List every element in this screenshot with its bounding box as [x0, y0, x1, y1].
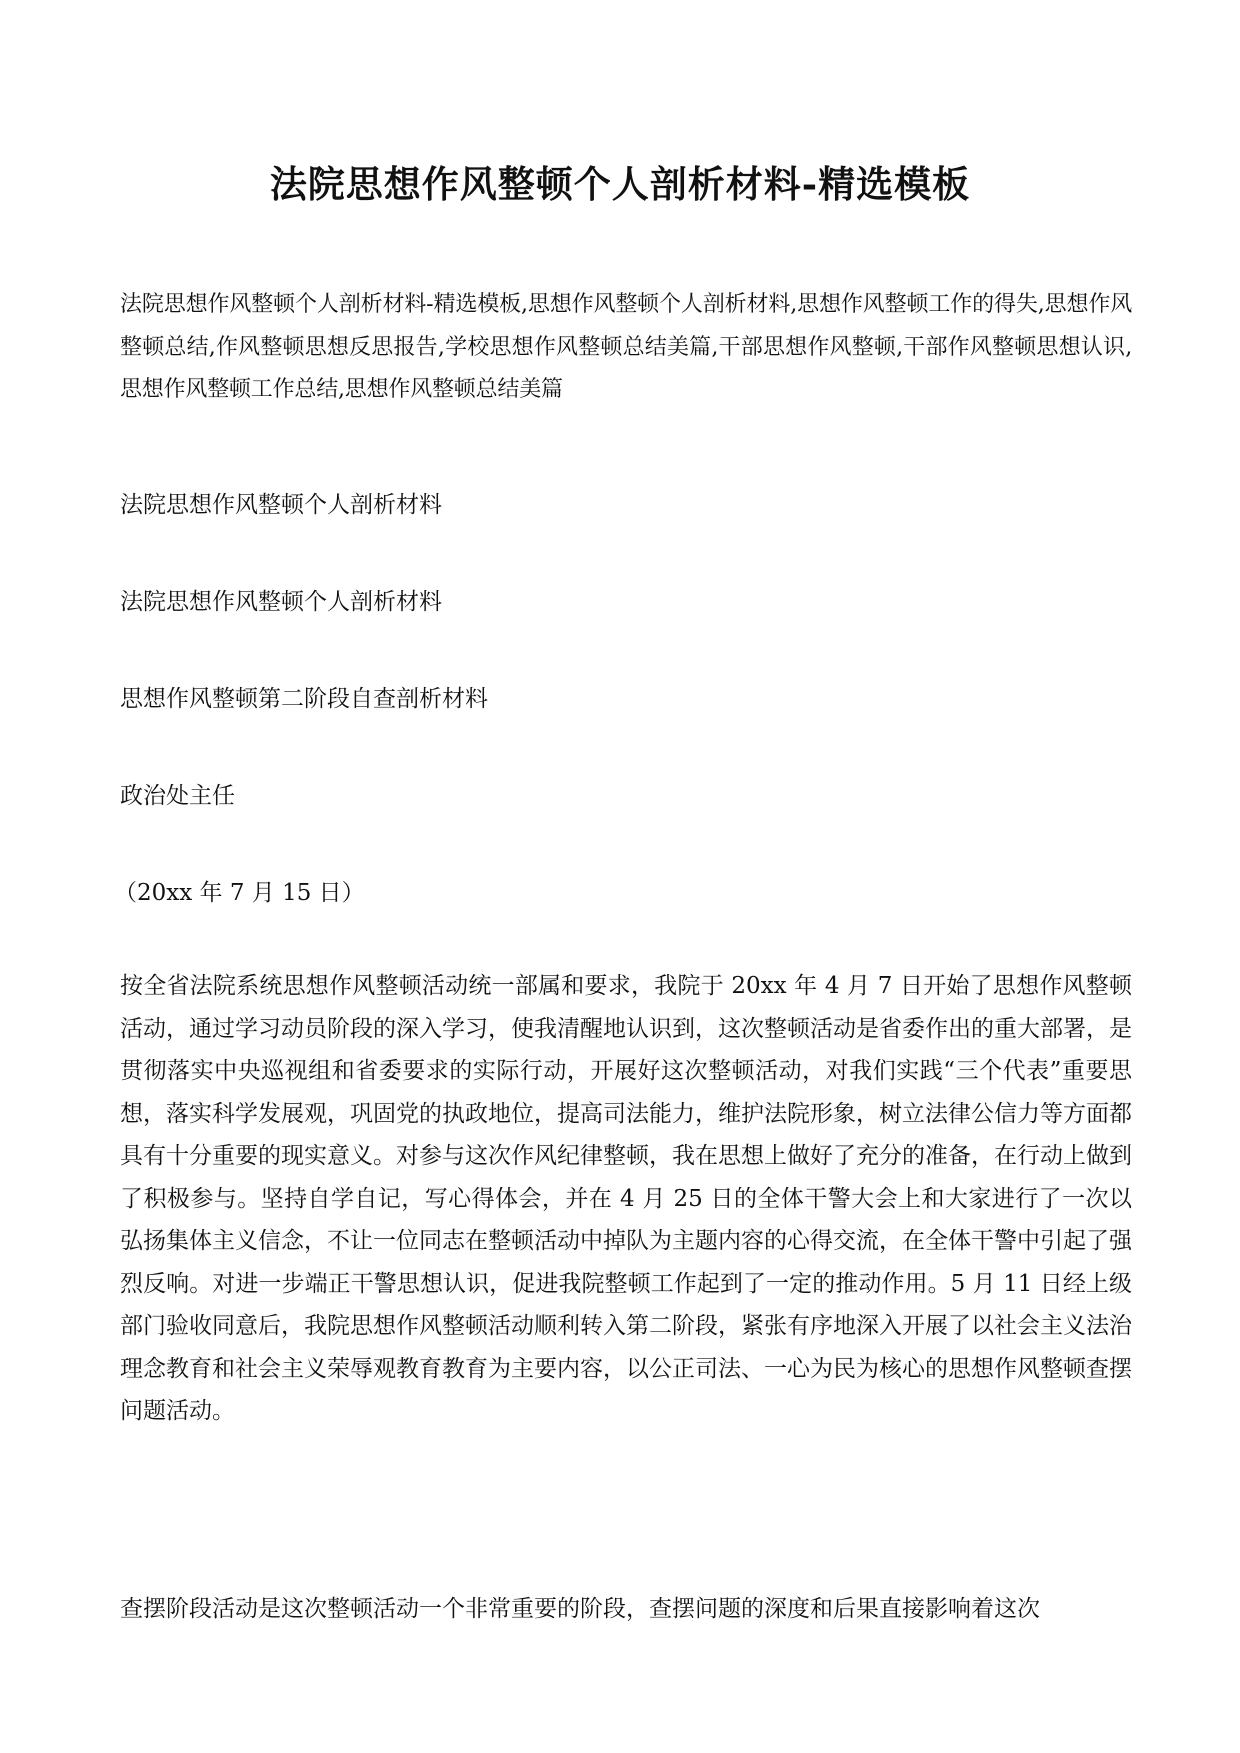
subtitle-line: 法院思想作风整顿个人剖析材料 — [120, 589, 442, 615]
document-date: （20xx 年 7 月 15 日） — [114, 880, 365, 906]
body-paragraph: 查摆阶段活动是这次整顿活动一个非常重要的阶段，查摆问题的深度和后果直接影响着这次 — [120, 1596, 1040, 1622]
section-heading: 思想作风整顿第二阶段自查剖析材料 — [120, 686, 488, 712]
page-title: 法院思想作风整顿个人剖析材料-精选模板 — [269, 162, 971, 206]
subtitle-line: 法院思想作风整顿个人剖析材料 — [120, 492, 442, 518]
author-position: 政治处主任 — [120, 783, 235, 809]
keywords-paragraph: 法院思想作风整顿个人剖析材料-精选模板,思想作风整顿个人剖析材料,思想作风整顿工作的得失,思想作风整顿总结,作风整顿思想反思报告,学校思想作风整顿总结美篇,干部思想作风整顿,干部作风整顿思想认识,思想作风整顿工作总结,思想作风整顿总结美篇 — [120, 292, 1132, 402]
body-paragraph: 按全省法院系统思想作风整顿活动统一部属和要求，我院于 20xx 年 4 月 7 日开始了思想作风整顿活动，通过学习动员阶段的深入学习，使我清醒地认识到，这次整顿活动是省委作出的重大部署，是贯彻落实中央巡视组和省委要求的实际行动，开展好这次整顿活动，对我们实践“三个代表”重要思想，落实科学发展观，巩固党的执政地位，提高司法能力，维护法院形象，树立法律公信力等方面都具有十分重要的现实意义。对参与这次作风纪律整顿，我在思想上做好了充分的准备，在行动上做到了积极参与。坚持自学自记，写心得体会，并在 4 月 25 日的全体干警大会上和大家进行了一次以弘扬集体主义信念，不让一位同志在整顿活动中掉队为主题内容的心得交流，在全体干警中引起了强烈反响。对进一步端正干警思想认识，促进我院整顿工作起到了一定的推动作用。5 月 11 日经上级部门验收同意后，我院思想作风整顿活动顺利转入第二阶段，紧张有序地深入开展了以社会主义法治理念教育和社会主义荣辱观教育教育为主要内容，以公正司法、一心为民为核心的思想作风整顿查摆问题活动。 — [120, 973, 1132, 1424]
